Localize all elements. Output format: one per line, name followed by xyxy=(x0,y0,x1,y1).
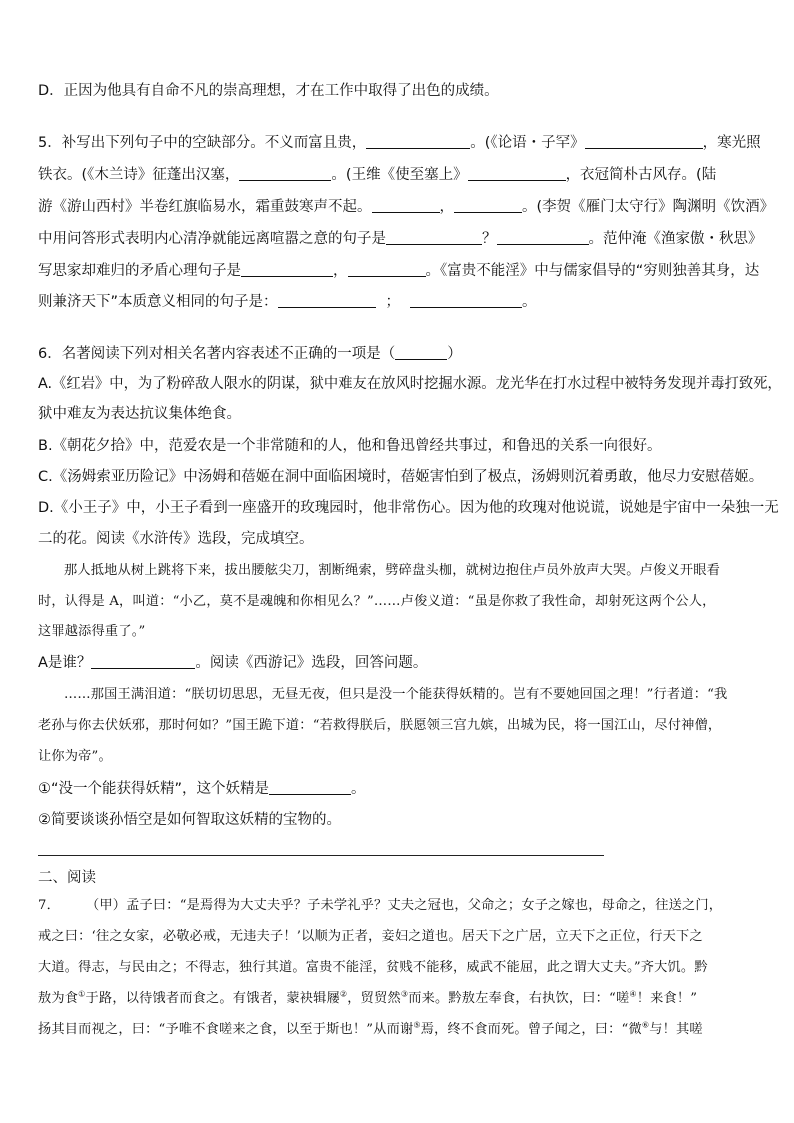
answer-blank[interactable] xyxy=(241,262,333,277)
answer-blank[interactable] xyxy=(269,780,351,795)
footnote-marker: ③ xyxy=(400,989,409,999)
footnote-marker: ① xyxy=(78,989,86,999)
q5-line-1 xyxy=(38,133,761,153)
q5-text: ， xyxy=(333,263,348,279)
q6-fill-question xyxy=(38,653,427,673)
shuihu-passage-line-2: 时，认得是 A，叫道：“小乙，莫不是魂魄和你相见么？”……卢俊义道：“虽是你救了我性命，却射死这两个公人， xyxy=(38,594,716,609)
q4-option-d: D．正因为他具有自命不凡的崇高理想，才在工作中取得了出色的成绩。 xyxy=(38,83,499,99)
q6-option-a-line-1: A.《红岩》中，为了粉碎敌人限水的阴谋，狱中难友在放风时挖掘水源。龙光华在打水过程中被特务发现并毒打致死， xyxy=(38,376,782,392)
q5-line-3 xyxy=(38,197,774,217)
q5-text: ， xyxy=(439,199,454,215)
shuihu-passage-line-3: 这罪越添得重了。” xyxy=(38,624,146,639)
q5-text: ； xyxy=(385,294,401,310)
q5-text: 。《富贵不能淫》中与儒家倡导的“穷则独善其身，达 xyxy=(425,263,760,279)
reading-text: 而来。黔敖左奉食，右执饮，曰：“嗟 xyxy=(408,991,630,1006)
xiyou-passage-line-1: ……那国王满泪道：“朕切切思思，无昼无夜，但只是没一个能获得妖精的。岂有不要她回国之理！”行者道：“我 xyxy=(64,687,728,702)
q6-option-d-line-1: D.《小王子》中，小王子看到一座盛开的玫瑰园时，他非常伤心。因为他的玫瑰对他说谎，说她是宇宙中一朵独一无 xyxy=(38,500,779,516)
q5-text: 则兼济天下”本质意义相同的句子是： xyxy=(38,294,278,310)
footnote-marker: ② xyxy=(339,989,348,999)
reading-text: 与！其嗟 xyxy=(649,1022,703,1037)
q6-option-d-line-2: 二的花。阅读《水浒传》选段，完成填空。 xyxy=(38,531,314,547)
answer-blank[interactable] xyxy=(410,293,522,308)
answer-blank[interactable] xyxy=(278,293,376,308)
answer-blank[interactable] xyxy=(239,166,331,181)
shuihu-passage-line-1: 那人抵地从树上跳将下来，拔出腰舷尖刀，割断绳索，劈碎盘头枷，就树边抱住卢员外放声大哭。卢俊义开眼看 xyxy=(64,563,720,578)
reading-text: ，贸贸然 xyxy=(347,991,401,1006)
q6-text: 6．名著阅读下列对相关名著内容表述不正确的一项是（ xyxy=(38,346,396,362)
q7-line-5 xyxy=(38,1020,703,1040)
q5-line-2 xyxy=(38,165,716,185)
footnote-marker: ⑥ xyxy=(641,1020,650,1030)
q5-text: 5．补写出下列句子中的空缺部分。不义而富且贵， xyxy=(38,135,367,151)
q5-text: ，寒光照 xyxy=(702,135,761,151)
reading-text: 于路，以待饿者而食之。有饿者，蒙袂辑屦 xyxy=(85,991,340,1006)
reading-text: ！来食！” xyxy=(636,991,698,1006)
answer-blank[interactable] xyxy=(468,166,566,181)
q5-text: 。(李贺《雁门太守行》陶渊明《饮酒》 xyxy=(522,199,775,215)
q5-text: 。(《论语・子罕》 xyxy=(470,135,585,151)
q5-text: 中用问答形式表明内心清净就能远离喧嚣之意的句子是 xyxy=(38,231,386,247)
answer-line[interactable] xyxy=(38,855,604,856)
q6-option-b: B.《朝花夕拾》中，范爱农是一个非常随和的人，他和鲁迅曾经共事过，和鲁迅的关系一向很好。 xyxy=(38,438,662,454)
reading-text: （甲）孟子曰：“是焉得为大丈夫乎？子未学礼乎？丈夫之冠也，父命之；女子之嫁也，母命之，往送之门， xyxy=(85,898,723,913)
answer-blank[interactable] xyxy=(91,654,195,669)
answer-blank[interactable] xyxy=(372,198,440,213)
q7-line-4 xyxy=(38,989,697,1009)
reading-text: 扬其目而视之，曰：“予唯不食嗟来之食，以至于斯也！”从而谢 xyxy=(38,1022,414,1037)
q6-text: ①“没一个能获得妖精”，这个妖精是 xyxy=(38,781,270,797)
q6-text: ） xyxy=(447,346,462,362)
section-heading: 二、阅读 xyxy=(38,870,96,886)
reading-text: 焉，终不食而死。曾子闻之，曰：“微 xyxy=(420,1022,642,1037)
q5-text: ？ xyxy=(482,231,497,247)
q5-line-5 xyxy=(38,261,759,281)
q7-line-3: 大道。得志，与民由之；不得志，独行其道。富贵不能淫，贫贱不能移，威武不能屈，此之谓大丈夫。”齐大饥。黔 xyxy=(38,960,708,975)
q6-text: 。 xyxy=(351,781,366,797)
q6-option-c: C.《汤姆索亚历险记》中汤姆和蓓姬在洞中面临困境时，蓓姬害怕到了极点，汤姆则沉着勇敢，他尽力安慰蓓姬。 xyxy=(38,469,764,485)
reading-text: 敖为食 xyxy=(38,991,79,1006)
answer-blank[interactable] xyxy=(386,230,482,245)
answer-blank[interactable] xyxy=(454,198,522,213)
xiyou-passage-line-3: 让你为帝”。 xyxy=(38,749,112,764)
q5-text: 。 xyxy=(522,294,537,310)
q6-option-a-line-2: 狱中难友为表达抗议集体绝食。 xyxy=(38,406,241,422)
footnote-marker: ⑤ xyxy=(413,1020,421,1030)
q5-text: 游《游山西村》半卷红旗临易水，霜重鼓寒声不起。 xyxy=(38,199,372,215)
q6-text: 。阅读《西游记》选段，回答问题。 xyxy=(195,655,428,671)
q6-text: A是谁？ xyxy=(38,655,92,671)
answer-blank[interactable] xyxy=(348,262,426,277)
q6-subquestion-2: ②简要谈谈孙悟空是如何智取这妖精的宝物的。 xyxy=(38,812,341,828)
footnote-marker: ④ xyxy=(629,989,637,999)
q5-text: 。(王维《使至塞上》 xyxy=(331,167,468,183)
q6-stem xyxy=(38,344,462,364)
q7-number: 7． xyxy=(38,898,60,913)
q5-line-6 xyxy=(38,292,537,312)
q5-text: 写思家却难归的矛盾心理句子是 xyxy=(38,263,241,279)
answer-blank[interactable] xyxy=(395,345,447,360)
answer-blank[interactable] xyxy=(366,134,470,149)
q5-text: 。范仲淹《渔家傲・秋思》 xyxy=(588,231,763,247)
q5-text: 铁衣。(《木兰诗》征蓬出汉塞， xyxy=(38,167,240,183)
q5-line-4 xyxy=(38,229,763,249)
answer-blank[interactable] xyxy=(497,230,589,245)
q7-line-2: 戒之曰：‘往之女家，必敬必戒，无违夫子！’以顺为正者，妾妇之道也。居天下之广居，立天下之正位，行天下之 xyxy=(38,929,703,944)
q5-text: ，衣冠简朴古风存。(陆 xyxy=(565,167,717,183)
q6-subquestion-1 xyxy=(38,779,366,799)
answer-blank[interactable] xyxy=(585,134,703,149)
q7-line-1 xyxy=(38,896,722,916)
xiyou-passage-line-2: 老孙与你去伏妖邪，那时何如？”国王跪下道：“若救得朕后，朕愿领三宫九嫔，出城为民，将一国江山，尽付神僧， xyxy=(38,718,722,733)
